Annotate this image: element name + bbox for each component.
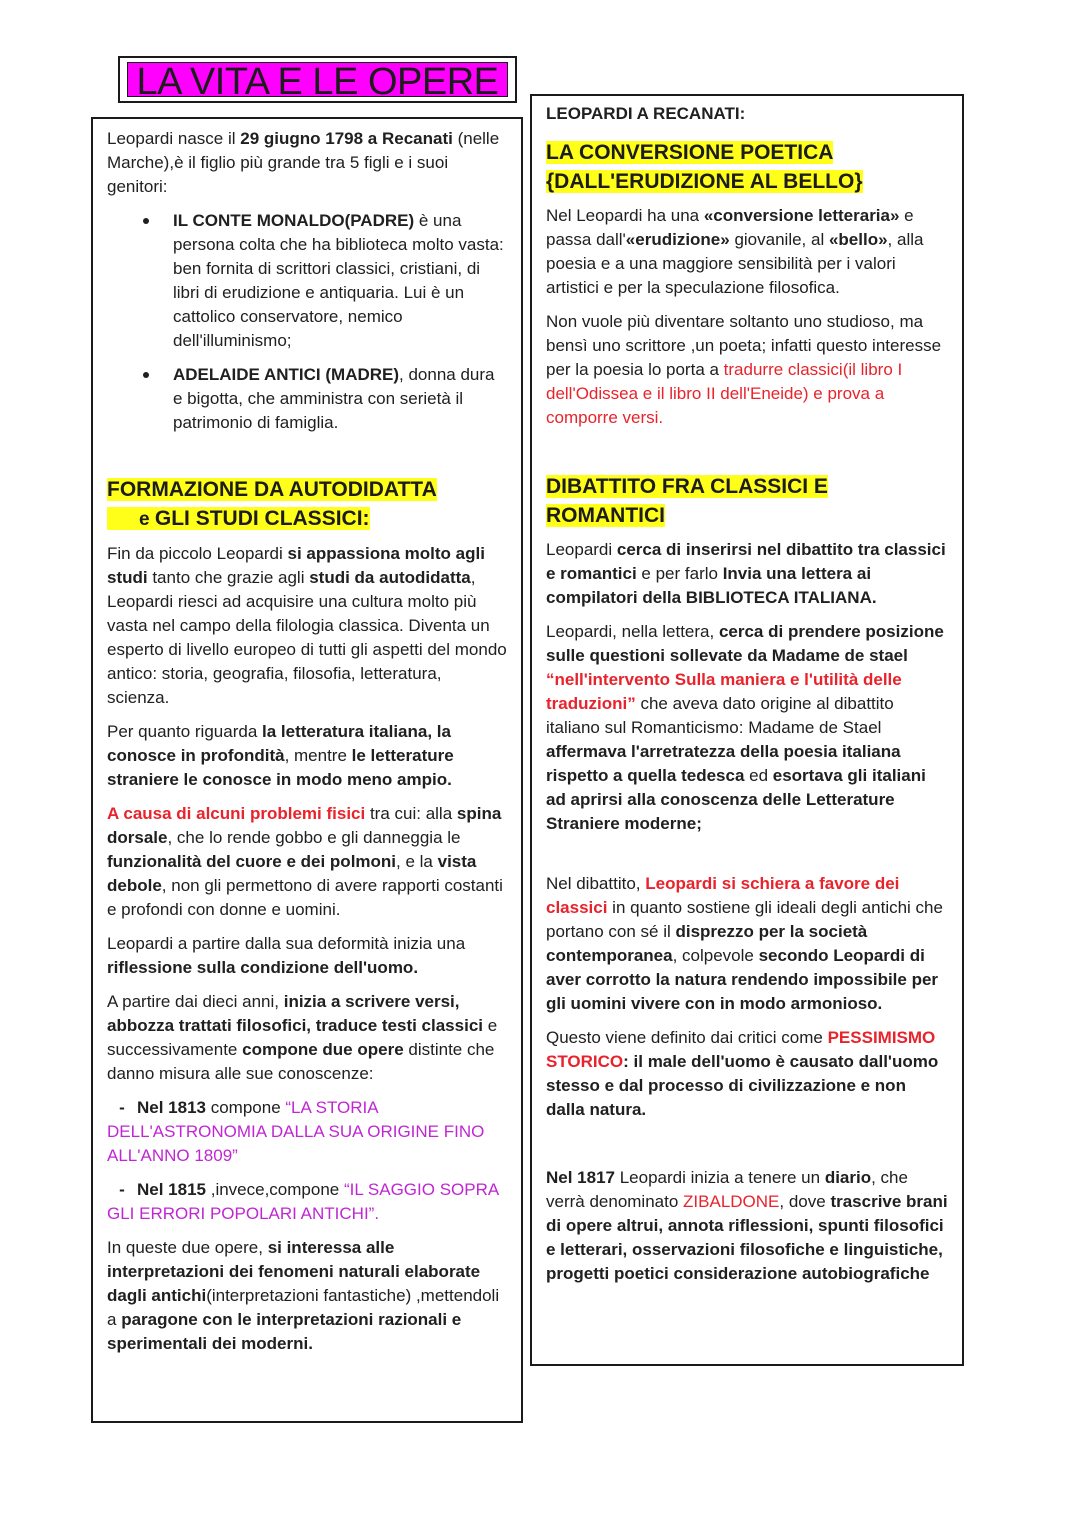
section-heading-conversione: LA CONVERSIONE POETICA {DALL'ERUDIZIONE AL BELLO}	[546, 141, 863, 193]
paragraph: Nel 1817 Leopardi inizia a tenere un diario, che verrà denominato ZIBALDONE, dove trascrive brani di opere altrui, annota riflessioni, spunti filosofici e letterari, osservazioni filosofiche e linguistiche, progetti poetici considerazione autobiografiche	[546, 1168, 948, 1283]
section-heading-dibattito: DIBATTITO FRA CLASSICI E ROMANTICI	[546, 475, 828, 527]
work-item: - Nel 1813 compone “LA STORIA DELL'ASTRONOMIA DALLA SUA ORIGINE FINO ALL'ANNO 1809”	[107, 1098, 485, 1165]
section-label: LEOPARDI A RECANATI:	[546, 104, 746, 123]
section-heading-formazione: FORMAZIONE DA AUTODIDATTA e GLI STUDI CLASSICI:	[107, 478, 437, 530]
paragraph: In queste due opere, si interessa alle interpretazioni dei fenomeni naturali elaborate dagli antichi(interpretazioni fantastiche) ,mettendoli a paragone con le interpretazioni razionali e sperimentali dei moderni.	[107, 1238, 500, 1353]
work-item: - Nel 1815 ,invece,compone “IL SAGGIO SOPRA GLI ERRORI POPOLARI ANTICHI”.	[107, 1180, 499, 1223]
title-box	[118, 56, 517, 103]
paragraph: Nel dibattito, Leopardi si schiera a favore dei classici in quanto sostiene gli ideali degli antichi che portano con sé il disprezzo per la società contemporanea, colpevole secondo Leopardi di aver corrotto la natura rendendo impossibile per gli uomini vivere con in modo armonioso.	[546, 874, 943, 1013]
page-title: LA VITA E LE OPERE	[127, 62, 508, 97]
paragraph: Leopardi a partire dalla sua deformità inizia una riflessione sulla condizione dell'uomo.	[107, 934, 466, 977]
paragraph: Leopardi cerca di inserirsi nel dibattito tra classici e romantici e per farlo Invia una lettera ai compilatori della BIBLIOTECA ITALIANA.	[546, 540, 946, 607]
intro-paragraph: Leopardi nasce il 29 giugno 1798 a Recanati (nelle Marche),è il figlio più grande tra 5 figli e i suoi genitori:	[107, 129, 500, 196]
list-item: ADELAIDE ANTICI (MADRE), donna dura e bigotta, che amministra con serietà il patrimonio di famiglia.	[173, 363, 507, 435]
paragraph: Questo viene definito dai critici come PESSIMISMO STORICO: il male dell'uomo è causato dall'uomo stesso e dal processo di civilizzazione e non dalla natura.	[546, 1028, 939, 1119]
paragraph: Non vuole più diventare soltanto uno studioso, ma bensì uno scrittore ,un poeta; infatti questo interesse per la poesia lo porta a tradurre classici(il libro I dell'Odissea e il libro II dell'Eneide) e prova a comporre versi.	[546, 312, 942, 427]
paragraph: Nel Leopardi ha una «conversione letteraria» e passa dall'«erudizione» giovanile, al «bello», alla poesia e a una maggiore sensibilità per i valori artistici e per la speculazione filosofica.	[546, 206, 924, 297]
left-column	[91, 117, 523, 1423]
list-item: IL CONTE MONALDO(PADRE) è una persona colta che ha biblioteca molto vasta: ben fornita di scrittori classici, cristiani, di libri di erudizione e antiquaria. Lui è un cattolico conservatore, nemico dell'illuminismo;	[173, 209, 507, 353]
paragraph: Per quanto riguarda la letteratura italiana, la conosce in profondità, mentre le letterature straniere le conosce in modo meno ampio.	[107, 722, 454, 789]
paragraph: Leopardi, nella lettera, cerca di prendere posizione sulle questioni sollevate da Madame de stael “nell'intervento Sulla maniera e l'utilità delle traduzioni” che aveva dato origine al dibattito italiano sul Romanticismo: Madame de Stael affermava l'arretratezza della poesia italiana rispetto a quella tedesca ed esortava gli italiani ad aprirsi alla conoscenza delle Letterature Straniere moderne;	[546, 622, 944, 833]
paragraph: A causa di alcuni problemi fisici tra cui: alla spina dorsale, che lo rende gobbo e gli danneggia le funzionalità del cuore e dei polmoni, e la vista debole, non gli permettono di avere rapporti costanti e profondi con donne e uomini.	[107, 804, 503, 919]
paragraph: A partire dai dieci anni, inizia a scrivere versi, abbozza trattati filosofici, traduce testi classici e successivamente compone due opere distinte che danno misura alle sue conoscenze:	[107, 992, 498, 1083]
parents-list	[107, 209, 507, 435]
paragraph: Fin da piccolo Leopardi si appassiona molto agli studi tanto che grazie agli studi da autodidatta, Leopardi riesci ad acquisire una cultura molto più vasta nel campo della filologia classica. Diventa un esperto di livello europeo di tutti gli aspetti del mondo antico: storia, geografia, filosofia, letteratura, scienza.	[107, 544, 507, 707]
right-column	[530, 94, 964, 1366]
